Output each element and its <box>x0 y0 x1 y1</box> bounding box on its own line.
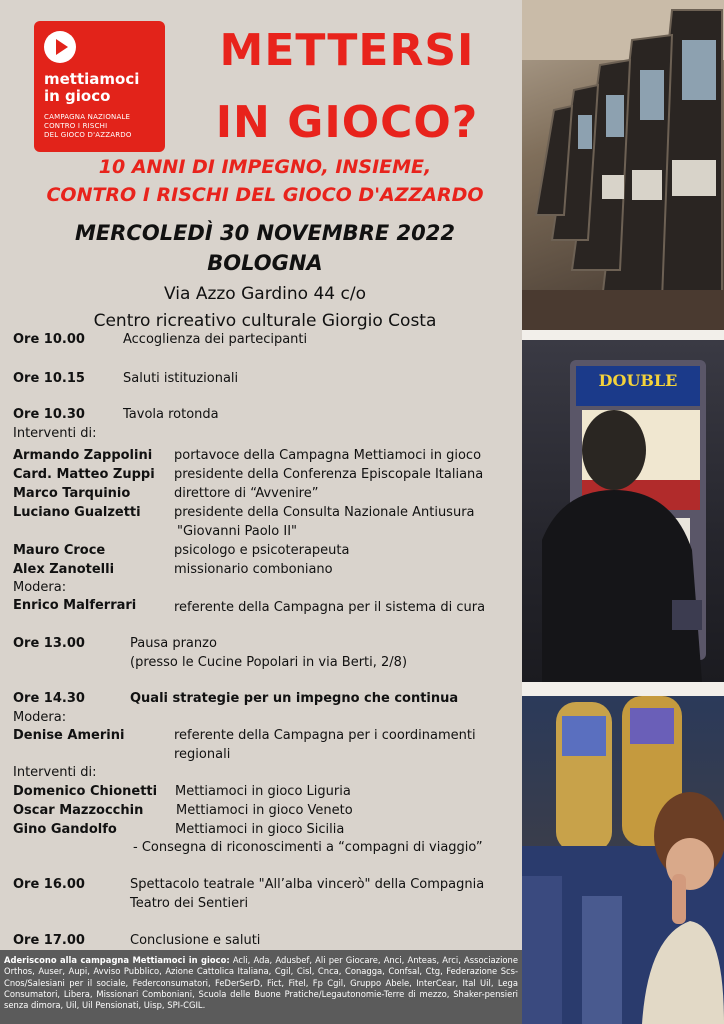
slot-sign-text: DOUBLE <box>598 371 678 390</box>
speaker-name: Gino Gandolfo <box>13 822 117 837</box>
speaker-role: missionario comboniano <box>174 562 333 577</box>
desc-1600-continued: Teatro dei Sentieri <box>130 896 249 911</box>
speaker-role: Mettiamoci in gioco Sicilia <box>175 822 345 837</box>
speaker-role: portavoce della Campagna Mettiamoci in gioco <box>174 448 482 463</box>
speaker-name: Alex Zanotelli <box>13 562 115 577</box>
speaker-role: direttore di “Avvenire” <box>174 486 319 501</box>
speaker-role: psicologo e psicoterapeuta <box>174 543 350 558</box>
interventi-label-1: Interventi di: <box>13 426 97 441</box>
logo-brand-line1: mettiamoci <box>44 70 140 88</box>
subtitle-line1: 10 ANNI DI IMPEGNO, INSIEME, <box>98 156 432 178</box>
photo-separator <box>522 682 724 696</box>
time-1300: Ore 13.00 <box>13 636 85 651</box>
desc-1300: Pausa pranzo <box>130 636 217 651</box>
desc-1030: Tavola rotonda <box>123 407 219 422</box>
desc-1430: Quali strategie per un impegno che continua <box>130 691 459 706</box>
speaker-role: presidente della Consulta Nazionale Antiusura <box>174 505 475 520</box>
speaker-role: Mettiamoci in gioco Liguria <box>175 784 351 799</box>
casino-woman-illustration <box>522 696 724 1024</box>
logo-tag-line3: DEL GIOCO D'AZZARDO <box>44 131 132 139</box>
speaker-name: Armando Zappolini <box>13 448 153 463</box>
slot-machines-photo <box>522 0 724 330</box>
interventi-label-2: Interventi di: <box>13 765 97 780</box>
modera-label-2: Modera: <box>13 710 67 725</box>
title-line2: IN GIOCO? <box>215 97 479 148</box>
speaker-role: Mettiamoci in gioco Veneto <box>176 803 353 818</box>
speaker-role-continued: "Giovanni Paolo II" <box>177 524 298 539</box>
time-1015: Ore 10.15 <box>13 371 85 386</box>
time-1700: Ore 17.00 <box>13 933 85 948</box>
consegna-item: - Consegna di riconoscimenti a “compagni di viaggio” <box>133 840 483 855</box>
subtitle-line2: CONTRO I RISCHI DEL GIOCO D'AZZARDO <box>46 184 484 206</box>
slot-player-illustration <box>522 340 724 682</box>
speaker-name: Marco Tarquinio <box>13 486 131 501</box>
footer-lead: Aderiscono alla campagna Mettiamoci in gioco: <box>4 955 230 965</box>
speaker-name: Mauro Croce <box>13 543 106 558</box>
campaign-logo <box>34 21 165 152</box>
moderator-2-role: referente della Campagna per i coordinamenti <box>174 728 476 743</box>
desc-1600: Spettacolo teatrale "All’alba vincerò" della Compagnia <box>130 877 485 892</box>
modera-label-1: Modera: <box>13 580 67 595</box>
desc-1700: Conclusione e saluti <box>130 933 261 948</box>
logo-brand-line2: in gioco <box>44 87 111 105</box>
desc-1015: Saluti istituzionali <box>123 371 239 386</box>
moderator-2-name: Denise Amerini <box>13 728 125 743</box>
adherents-footer <box>0 950 522 1024</box>
photo-separator <box>522 330 724 340</box>
logo-tag-line1: CAMPAGNA NAZIONALE <box>44 113 131 121</box>
moderator-1-role: referente della Campagna per il sistema di cura <box>174 600 486 615</box>
title-line1: METTERSI <box>219 25 475 76</box>
desc-1000: Accoglienza dei partecipanti <box>123 332 308 347</box>
time-1430: Ore 14.30 <box>13 691 85 706</box>
slot-machines-illustration <box>522 0 724 330</box>
time-1600: Ore 16.00 <box>13 877 85 892</box>
event-date: MERCOLEDÌ 30 NOVEMBRE 2022 <box>75 221 455 245</box>
time-1000: Ore 10.00 <box>13 332 85 347</box>
time-1030: Ore 10.30 <box>13 407 85 422</box>
logo-tagline <box>44 113 132 140</box>
moderator-2-role-continued: regionali <box>174 747 231 762</box>
logo-brand <box>44 71 139 105</box>
event-venue: Centro ricreativo culturale Giorgio Costa <box>93 311 437 331</box>
event-city: BOLOGNA <box>207 251 323 275</box>
speaker-name: Oscar Mazzocchin <box>13 803 144 818</box>
logo-tag-line2: CONTRO I RISCHI <box>44 122 108 130</box>
footer-text: Acli, Ada, Adusbef, Ali per Giocare, Anci, Anteas, Arci, Associazione Orthos, Auser, Aupi, Avviso Pubblico, Azione Cattolica Italiana, Cgil, Cisl, Cnca, Conagga, Confsal, Ctg, Federazione Scs-Cnos/Salesiani per il sociale, Federconsumatori, FeDerSerD, Fict, Fitel, Fp Cgil, Gruppo Abele, InterCear, Ital Uil, Lega Consumatori, Libera, Missionari Comboniani, Scuola delle Buone Pratiche/Legautonomie-Terre di mezzo, Shaker-pensieri senza dimora, Uil, Uil Pensionati, Uisp, SPI-CGIL. <box>4 955 518 1011</box>
note-1300: (presso le Cucine Popolari in via Berti, 2/8) <box>130 655 408 670</box>
speaker-name: Card. Matteo Zuppi <box>13 467 155 482</box>
slot-player-photo <box>522 340 724 682</box>
moderator-1-name: Enrico Malferrari <box>13 598 137 613</box>
event-address: Via Azzo Gardino 44 c/o <box>164 284 366 304</box>
speaker-name: Domenico Chionetti <box>13 784 158 799</box>
casino-woman-photo <box>522 696 724 1024</box>
speaker-name: Luciano Gualzetti <box>13 505 141 520</box>
speaker-role: presidente della Conferenza Episcopale Italiana <box>174 467 484 482</box>
play-icon <box>44 31 76 63</box>
